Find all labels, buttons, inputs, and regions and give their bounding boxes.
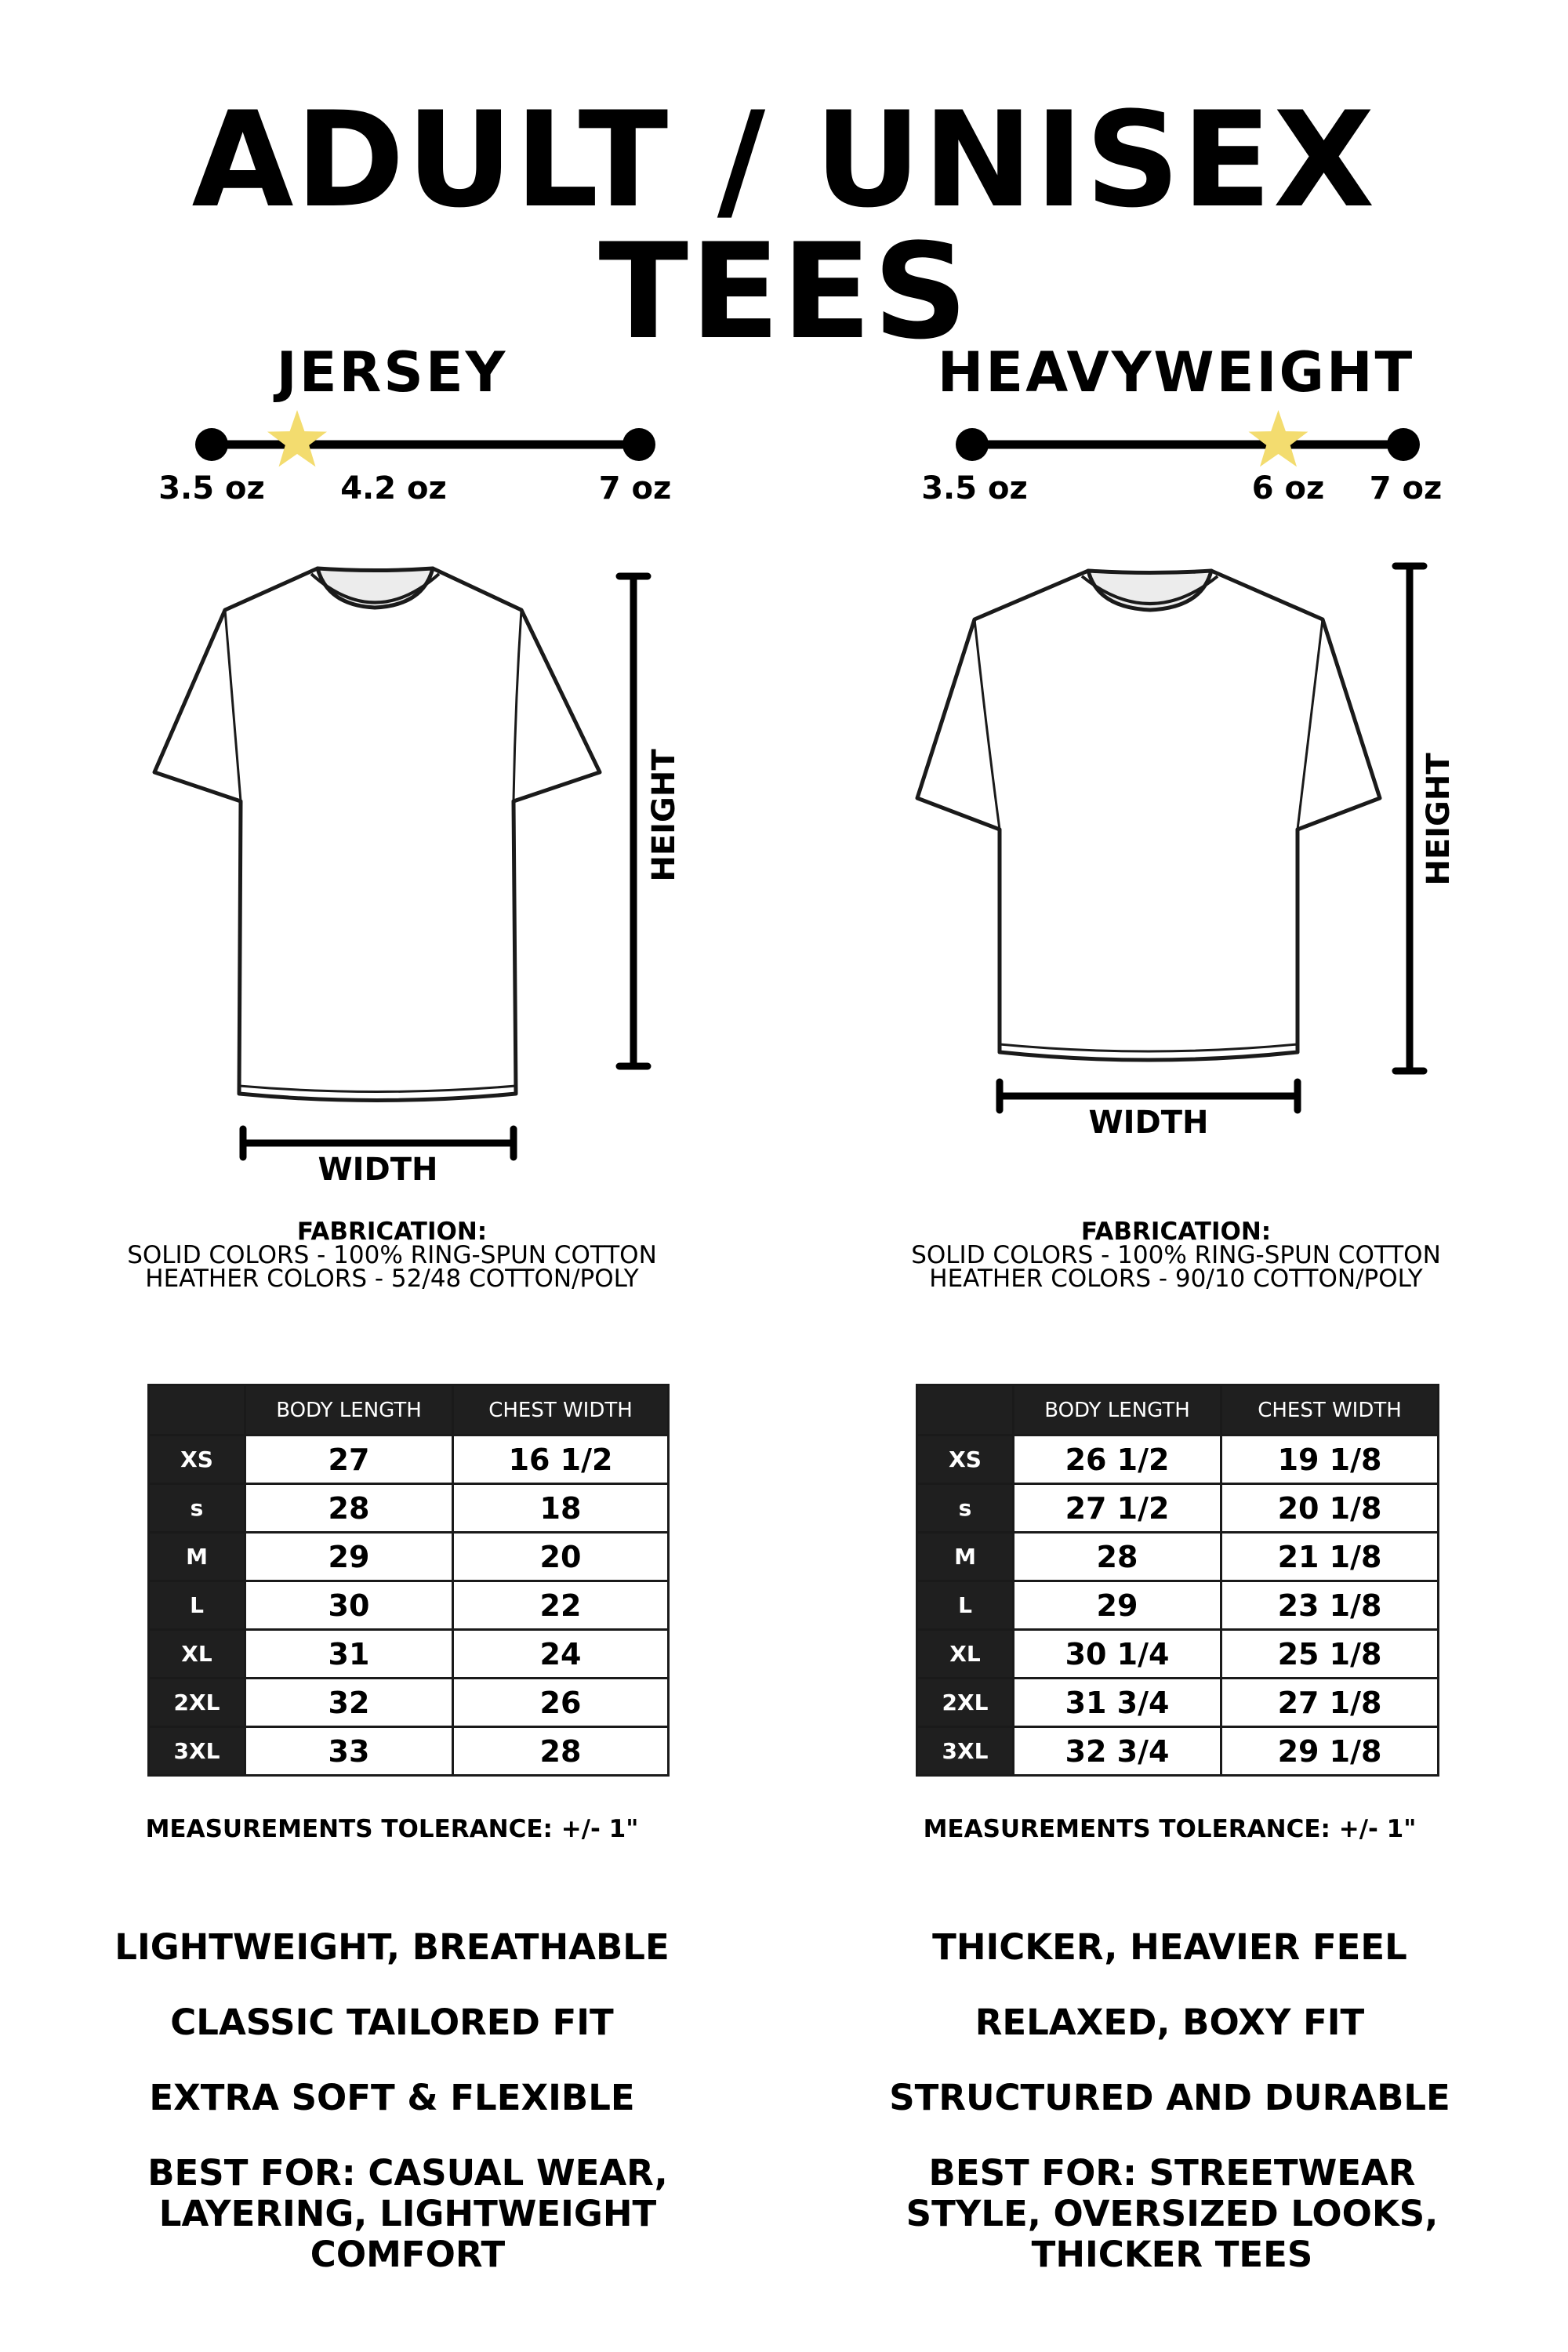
jersey-height-label: HEIGHT [646,749,682,882]
size-cell: s [917,1484,1014,1533]
length-cell: 29 [245,1533,453,1581]
table-row [917,1679,1439,1727]
length-cell: 28 [245,1484,453,1533]
heavyweight-scale-max: 7 oz [1369,470,1443,506]
jersey-feature: CLASSIC TAILORED FIT [170,2002,614,2043]
size-cell: M [149,1533,245,1581]
chest-cell: 16 1/2 [453,1436,669,1484]
size-cell: M [917,1533,1014,1581]
size-cell: L [917,1581,1014,1630]
table-header-corner [917,1385,1014,1436]
tshirt-icon [154,568,600,1101]
size-cell: XS [149,1436,245,1484]
jersey-feature: LIGHTWEIGHT, BREATHABLE [114,1926,670,1968]
chest-cell: 29 1/8 [1221,1727,1439,1776]
chest-cell: 27 1/8 [1221,1679,1439,1727]
table-row [917,1727,1439,1776]
fabrication-heading: FABRICATION: [296,1218,488,1246]
heavyweight-height-label: HEIGHT [1421,753,1457,886]
heavyweight-height-bar [1396,566,1424,1071]
length-cell: 31 [245,1630,453,1679]
heavyweight-size-table [916,1384,1439,1777]
chest-cell: 18 [453,1484,669,1533]
fabrication-line: HEATHER COLORS - 52/48 COTTON/POLY [145,1265,639,1293]
heavyweight-tolerance: MEASUREMENTS TOLERANCE: +/- 1" [923,1815,1417,1843]
chest-cell: 22 [453,1581,669,1630]
heavyweight-feature: STRUCTURED AND DURABLE [889,2077,1450,2118]
table-row [149,1679,669,1727]
size-cell: L [149,1581,245,1630]
table-header-row [917,1385,1439,1436]
table-row [917,1630,1439,1679]
heavyweight-scale-marker: 6 oz [1251,470,1325,506]
length-cell: 29 [1014,1581,1221,1630]
jersey-title: JERSEY [276,340,508,405]
heavyweight-column [784,0,1568,2352]
heavyweight-feature: RELAXED, BOXY FIT [975,2002,1365,2043]
fabrication-line: SOLID COLORS - 100% RING-SPUN COTTON [127,1241,657,1269]
jersey-height-bar [619,576,648,1066]
star-icon [1249,410,1308,466]
jersey-scale-max: 7 oz [598,470,672,506]
table-header: BODY LENGTH [1014,1385,1221,1436]
size-cell: 3XL [149,1727,245,1776]
length-cell: 28 [1014,1533,1221,1581]
table-row [149,1533,669,1581]
length-cell: 33 [245,1727,453,1776]
heavyweight-weight-scale [956,410,1420,466]
jersey-width-label: WIDTH [318,1152,438,1188]
table-header: BODY LENGTH [245,1385,453,1436]
jersey-scale-min: 3.5 oz [158,470,265,506]
length-cell: 31 3/4 [1014,1679,1221,1727]
table-row [149,1727,669,1776]
chest-cell: 23 1/8 [1221,1581,1439,1630]
chest-cell: 28 [453,1727,669,1776]
star-icon [267,410,327,466]
length-cell: 30 1/4 [1014,1630,1221,1679]
table-row [917,1581,1439,1630]
size-cell: 2XL [917,1679,1014,1727]
heavyweight-best-for: BEST FOR: STREETWEAR STYLE, OVERSIZED LOOKS, THICKER TEES [906,2152,1439,2275]
length-cell: 32 3/4 [1014,1727,1221,1776]
length-cell: 26 1/2 [1014,1436,1221,1484]
chest-cell: 20 [453,1533,669,1581]
fabrication-line: HEATHER COLORS - 90/10 COTTON/POLY [929,1265,1423,1293]
size-cell: XS [917,1436,1014,1484]
fabrication-line: SOLID COLORS - 100% RING-SPUN COTTON [911,1241,1441,1269]
jersey-size-table [147,1384,670,1777]
length-cell: 32 [245,1679,453,1727]
chest-cell: 21 1/8 [1221,1533,1439,1581]
heavyweight-width-label: WIDTH [1088,1105,1209,1141]
table-row [149,1484,669,1533]
table-row [149,1630,669,1679]
jersey-best-for: BEST FOR: CASUAL WEAR, LAYERING, LIGHTWEIGHT COMFORT [147,2152,668,2275]
jersey-scale-marker: 4.2 oz [340,470,447,506]
jersey-fabrication [0,1218,784,1293]
heavyweight-graphics [784,0,1568,1254]
table-header: CHEST WIDTH [1221,1385,1439,1436]
table-header-row [149,1385,669,1436]
fabrication-heading: FABRICATION: [1080,1218,1272,1246]
table-header: CHEST WIDTH [453,1385,669,1436]
chest-cell: 26 [453,1679,669,1727]
size-cell: XL [149,1630,245,1679]
table-row [149,1581,669,1630]
table-row [917,1436,1439,1484]
heavyweight-title: HEAVYWEIGHT [937,340,1415,405]
table-row [917,1533,1439,1581]
length-cell: 27 [245,1436,453,1484]
size-cell: s [149,1484,245,1533]
page-title: ADULT / UNISEX TEES [191,83,1377,368]
jersey-weight-scale [195,410,655,466]
jersey-tolerance: MEASUREMENTS TOLERANCE: +/- 1" [145,1815,639,1843]
chest-cell: 19 1/8 [1221,1436,1439,1484]
table-header-corner [149,1385,245,1436]
tshirt-icon [917,571,1380,1060]
jersey-feature: EXTRA SOFT & FLEXIBLE [149,2077,635,2118]
heavyweight-scale-min: 3.5 oz [921,470,1028,506]
size-cell: 2XL [149,1679,245,1727]
size-cell: 3XL [917,1727,1014,1776]
chest-cell: 20 1/8 [1221,1484,1439,1533]
length-cell: 30 [245,1581,453,1630]
table-row [917,1484,1439,1533]
heavyweight-feature: THICKER, HEAVIER FEEL [932,1926,1407,1968]
length-cell: 27 1/2 [1014,1484,1221,1533]
heavyweight-fabrication [784,1218,1568,1293]
chest-cell: 24 [453,1630,669,1679]
chest-cell: 25 1/8 [1221,1630,1439,1679]
jersey-graphics [0,0,784,1254]
table-row [149,1436,669,1484]
size-cell: XL [917,1630,1014,1679]
